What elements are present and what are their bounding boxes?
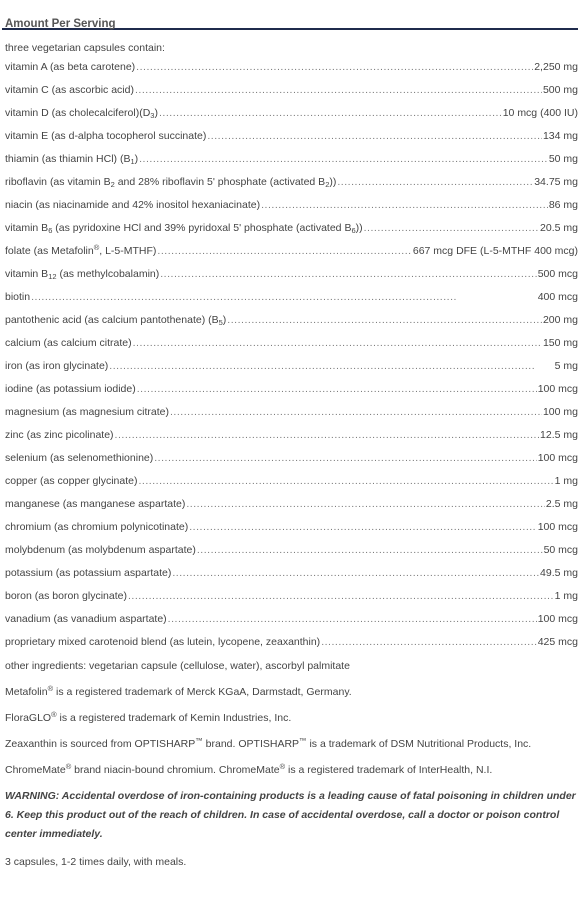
text-segment: is a registered trademark of Kemin Industries, Inc. bbox=[56, 712, 292, 724]
nutrient-row bbox=[2, 102, 578, 125]
nutrient-amount: 2,250 mg bbox=[534, 61, 578, 73]
nutrient-name bbox=[5, 286, 30, 309]
nutrient-amount: 500 mg bbox=[542, 84, 578, 96]
text-segment: brand niacin-bound chromium. ChromeMate bbox=[71, 764, 280, 776]
nutrient-amount: 2.5 mg bbox=[545, 498, 578, 510]
trademark-note bbox=[2, 709, 578, 727]
text-segment: potassium (as potassium aspartate) bbox=[5, 567, 172, 579]
trademark-note bbox=[2, 761, 578, 779]
nutrient-row bbox=[2, 585, 578, 608]
nutrient-amount: 100 mcg bbox=[537, 521, 578, 533]
nutrient-amount: 100 mcg bbox=[537, 383, 578, 395]
text-segment: folate (as Metafolin bbox=[5, 245, 94, 257]
dot-leader bbox=[157, 240, 411, 263]
text-segment: thiamin (as thiamin HCl) (B bbox=[5, 153, 131, 165]
dot-leader bbox=[109, 355, 553, 378]
nutrient-amount: 100 mcg bbox=[537, 613, 578, 625]
nutrient-row bbox=[2, 79, 578, 102]
text-segment: vanadium (as vanadium aspartate) bbox=[5, 613, 167, 625]
text-segment: , L-5-MTHF) bbox=[99, 245, 157, 257]
nutrient-row bbox=[2, 240, 578, 263]
text-segment: boron (as boron glycinate) bbox=[5, 590, 127, 602]
text-segment: brand. OPTISHARP bbox=[202, 738, 300, 750]
nutrient-row bbox=[2, 148, 578, 171]
nutrient-name bbox=[5, 424, 114, 447]
dot-leader bbox=[139, 470, 554, 493]
text-segment: ) bbox=[134, 153, 139, 165]
nutrient-amount: 1 mg bbox=[554, 475, 578, 487]
dot-leader bbox=[139, 148, 548, 171]
dot-leader bbox=[115, 424, 540, 447]
dot-leader bbox=[186, 493, 545, 516]
nutrient-row bbox=[2, 217, 578, 240]
nutrient-row bbox=[2, 562, 578, 585]
dot-leader bbox=[168, 608, 537, 631]
subscript: 5 bbox=[218, 318, 223, 327]
nutrient-name bbox=[5, 401, 169, 424]
dot-leader bbox=[133, 332, 542, 355]
text-segment: FloraGLO bbox=[5, 712, 52, 724]
text-segment: molybdenum (as molybdenum aspartate) bbox=[5, 544, 196, 556]
nutrient-row bbox=[2, 447, 578, 470]
nutrient-name bbox=[5, 332, 132, 355]
nutrient-name bbox=[5, 470, 138, 493]
nutrient-name bbox=[5, 263, 159, 286]
dot-leader bbox=[197, 539, 543, 562]
dot-leader bbox=[261, 194, 548, 217]
nutrient-amount: 134 mg bbox=[542, 130, 578, 142]
text-segment: ) bbox=[154, 107, 158, 119]
nutrient-row bbox=[2, 125, 578, 148]
nutrient-name bbox=[5, 516, 188, 539]
nutrient-name bbox=[5, 171, 336, 194]
subscript: 2 bbox=[325, 180, 330, 189]
superscript: ® bbox=[65, 762, 72, 771]
nutrient-amount: 200 mg bbox=[542, 314, 578, 326]
nutrient-amount: 5 mg bbox=[554, 360, 578, 372]
nutrient-name bbox=[5, 562, 171, 585]
nutrient-name bbox=[5, 447, 153, 470]
text-segment: (as methylcobalamin) bbox=[56, 268, 160, 280]
nutrient-name bbox=[5, 585, 127, 608]
superscript: ® bbox=[51, 710, 57, 719]
text-segment: Metafolin bbox=[5, 686, 48, 698]
nutrient-amount: 86 mg bbox=[548, 199, 578, 211]
dot-leader bbox=[364, 217, 539, 240]
subscript: 2 bbox=[110, 180, 115, 189]
superscript: ® bbox=[47, 684, 54, 693]
nutrient-row bbox=[2, 539, 578, 562]
nutrient-name bbox=[5, 378, 136, 401]
nutrient-name bbox=[5, 125, 206, 148]
text-segment: riboflavin (as vitamin B bbox=[5, 176, 111, 188]
text-segment: vitamin B bbox=[5, 222, 49, 234]
text-segment: )) bbox=[329, 176, 337, 188]
text-segment: is a registered trademark of InterHealth, N.I. bbox=[285, 764, 493, 776]
text-segment: and 28% riboflavin 5' phosphate (activated B bbox=[114, 176, 326, 188]
text-segment: ) bbox=[222, 314, 227, 326]
dot-leader bbox=[189, 516, 536, 539]
text-segment: (as pyridoxine HCl and 39% pyridoxal 5' phosphate (activated B bbox=[52, 222, 352, 234]
nutrient-name bbox=[5, 194, 260, 217]
nutrient-name bbox=[5, 240, 156, 263]
subscript: 3 bbox=[150, 111, 155, 120]
nutrient-amount: 100 mg bbox=[542, 406, 578, 418]
nutrient-amount: 12.5 mg bbox=[540, 429, 578, 441]
nutrient-row bbox=[2, 332, 578, 355]
nutrient-row bbox=[2, 171, 578, 194]
trademark-note bbox=[2, 735, 578, 753]
nutrient-amount: 34.75 mg bbox=[534, 176, 578, 188]
dot-leader bbox=[135, 79, 542, 102]
text-segment: pantothenic acid (as calcium pantothenate) (B bbox=[5, 314, 219, 326]
nutrient-row bbox=[2, 631, 578, 654]
text-segment: vitamin A (as beta carotene) bbox=[5, 61, 136, 73]
dot-leader bbox=[154, 447, 536, 470]
text-segment: is a registered trademark of Merck KGaA, Darmstadt, Germany. bbox=[53, 686, 352, 698]
text-segment: vitamin C (as ascorbic acid) bbox=[5, 84, 134, 96]
text-segment: )) bbox=[355, 222, 363, 234]
superscript: ® bbox=[93, 243, 100, 252]
text-segment: iodine (as potassium iodide) bbox=[5, 383, 136, 395]
superscript: ™ bbox=[299, 736, 307, 745]
text-segment: vitamin E (as d-alpha tocopherol succinate) bbox=[5, 130, 207, 142]
nutrient-name bbox=[5, 79, 134, 102]
dot-leader bbox=[227, 309, 542, 332]
nutrient-name bbox=[5, 148, 138, 171]
text-segment: vitamin D (as cholecalciferol)(D bbox=[5, 107, 151, 119]
subscript: 6 bbox=[351, 226, 356, 235]
serving-intro: three vegetarian capsules contain: bbox=[5, 42, 165, 54]
text-segment: vitamin B bbox=[5, 268, 49, 280]
subscript: 12 bbox=[48, 272, 57, 281]
text-segment: proprietary mixed carotenoid blend (as lutein, lycopene, zeaxanthin) bbox=[5, 636, 321, 648]
amount-per-serving-header: Amount Per Serving bbox=[2, 0, 578, 30]
nutrient-amount: 400 mcg bbox=[537, 291, 578, 303]
subscript: 1 bbox=[130, 157, 135, 166]
nutrient-amount: 425 mcg bbox=[537, 636, 578, 648]
text-segment: ChromeMate bbox=[5, 764, 66, 776]
nutrient-amount: 50 mg bbox=[548, 153, 578, 165]
nutrient-name bbox=[5, 631, 320, 654]
dot-leader bbox=[137, 378, 537, 401]
nutrient-amount: 500 mcg bbox=[537, 268, 578, 280]
nutrient-row bbox=[2, 470, 578, 493]
dot-leader bbox=[160, 263, 536, 286]
superscript: ® bbox=[279, 762, 286, 771]
nutrient-row bbox=[2, 516, 578, 539]
nutrient-amount: 50 mcg bbox=[543, 544, 578, 556]
text-segment: magnesium (as magnesium citrate) bbox=[5, 406, 169, 418]
dot-leader bbox=[170, 401, 542, 424]
dot-leader bbox=[172, 562, 539, 585]
dot-leader bbox=[207, 125, 542, 148]
nutrient-row bbox=[2, 56, 578, 79]
text-segment: calcium (as calcium citrate) bbox=[5, 337, 132, 349]
nutrient-row bbox=[2, 401, 578, 424]
text-segment: manganese (as manganese aspartate) bbox=[5, 498, 186, 510]
nutrient-name bbox=[5, 539, 196, 562]
nutrient-row bbox=[2, 493, 578, 516]
nutrient-amount: 1 mg bbox=[554, 590, 578, 602]
trademark-note bbox=[2, 683, 578, 701]
text-segment: biotin bbox=[5, 291, 31, 303]
nutrient-amount: 150 mg bbox=[542, 337, 578, 349]
dot-leader bbox=[337, 171, 533, 194]
other-ingredients: other ingredients: vegetarian capsule (cellulose, water), ascorbyl palmitate bbox=[5, 660, 350, 672]
iron-warning: WARNING: Accidental overdose of iron-containing products is a leading cause of fatal poisoning in children under 6. Keep this product out of the reach of children. In case of accidental overdose, call a doctor or poison control center immediately. bbox=[5, 790, 576, 840]
nutrient-name bbox=[5, 56, 135, 79]
dot-leader bbox=[321, 631, 537, 654]
nutrient-row bbox=[2, 194, 578, 217]
nutrient-name bbox=[5, 493, 185, 516]
text-segment: chromium (as chromium polynicotinate) bbox=[5, 521, 189, 533]
nutrient-row bbox=[2, 309, 578, 332]
dot-leader bbox=[31, 286, 537, 309]
nutrient-name bbox=[5, 102, 158, 125]
text-segment: selenium (as selenomethionine) bbox=[5, 452, 154, 464]
nutrient-row bbox=[2, 424, 578, 447]
nutrient-amount: 100 mcg bbox=[537, 452, 578, 464]
nutrient-list bbox=[2, 56, 578, 654]
dot-leader bbox=[159, 102, 502, 125]
nutrient-row bbox=[2, 263, 578, 286]
nutrient-amount: 20.5 mg bbox=[540, 222, 578, 234]
text-segment: is a trademark of DSM Nutritional Products, Inc. bbox=[306, 738, 532, 750]
text-segment: Zeaxanthin is sourced from OPTISHARP bbox=[5, 738, 196, 750]
text-segment: zinc (as zinc picolinate) bbox=[5, 429, 114, 441]
dot-leader bbox=[136, 56, 533, 79]
text-segment: iron (as iron glycinate) bbox=[5, 360, 109, 372]
nutrient-row bbox=[2, 355, 578, 378]
nutrient-name bbox=[5, 608, 167, 631]
nutrient-name bbox=[5, 309, 226, 332]
subscript: 6 bbox=[48, 226, 53, 235]
superscript: ™ bbox=[195, 736, 203, 745]
dosage-instructions: 3 capsules, 1-2 times daily, with meals. bbox=[5, 856, 187, 868]
text-segment: niacin (as niacinamide and 42% inositol hexaniacinate) bbox=[5, 199, 261, 211]
trademark-notes bbox=[2, 683, 578, 779]
dot-leader bbox=[128, 585, 554, 608]
nutrient-row bbox=[2, 378, 578, 401]
nutrient-name bbox=[5, 217, 363, 240]
nutrient-row bbox=[2, 286, 578, 309]
nutrient-amount: 49.5 mg bbox=[540, 567, 578, 579]
nutrient-amount: 10 mcg (400 IU) bbox=[502, 107, 578, 119]
text-segment: copper (as copper glycinate) bbox=[5, 475, 138, 487]
nutrient-name bbox=[5, 355, 108, 378]
nutrient-amount: 667 mcg DFE (L-5-MTHF 400 mcg) bbox=[412, 245, 578, 257]
nutrient-row bbox=[2, 608, 578, 631]
supplement-facts-panel bbox=[2, 0, 578, 871]
